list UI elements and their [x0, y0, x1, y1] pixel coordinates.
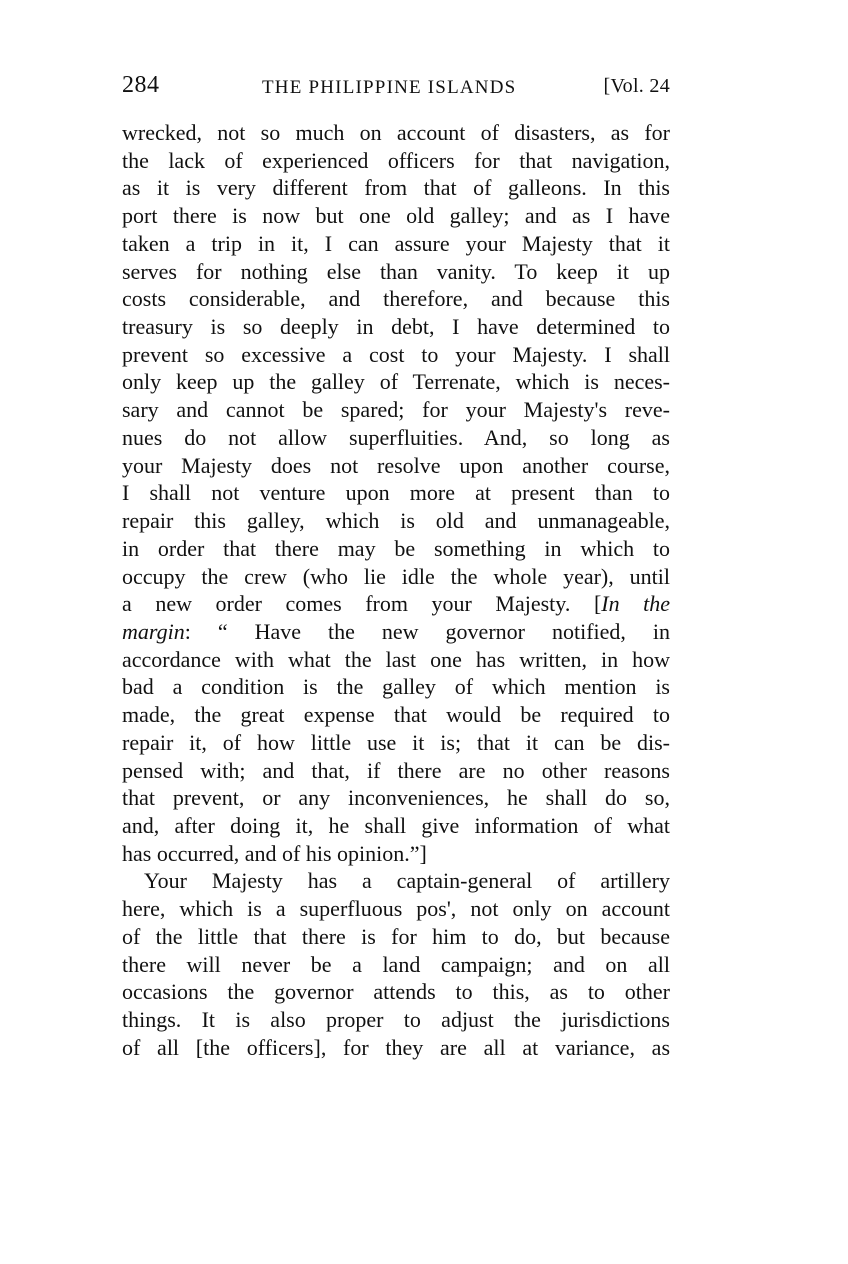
text-segment: “ Have the new governor notified, in	[217, 618, 671, 644]
text-line: repair this galley, which is old and unmanageable,	[122, 508, 670, 534]
text-line: serves for nothing else than vanity. To keep it up	[122, 258, 670, 284]
text-line: nues do not allow superfluities. And, so long as	[122, 424, 670, 450]
text-line: here, which is a superfluous pos', not only on account	[122, 896, 670, 922]
text-line: pensed with; and that, if there are no other reasons	[122, 757, 670, 783]
page-number: 284	[122, 72, 160, 98]
text-line: treasury is so deeply in debt, I have determined to	[122, 314, 670, 340]
text-line: Your Majesty has a captain-general of artillery	[144, 868, 670, 894]
body-text	[122, 119, 670, 1061]
text-line-margin-note	[122, 618, 670, 646]
text-line: bad a condition is the galley of which mention is	[122, 674, 670, 700]
text-line: things. It is also proper to adjust the jurisdictions	[122, 1007, 670, 1032]
text-line: of all [the officers], for they are all at variance, as	[122, 1034, 670, 1060]
text-line: that prevent, or any inconveniences, he shall do so,	[122, 785, 670, 811]
text-line: port there is now but one old galley; and as I have	[122, 203, 670, 229]
text-line: sary and cannot be spared; for your Majesty's reve-	[122, 397, 670, 423]
text-line: your Majesty does not resolve upon another course,	[122, 452, 670, 478]
text-line: wrecked, not so much on account of disasters, as for	[122, 120, 670, 145]
margin-note-open: [	[593, 591, 602, 617]
text-line: has occurred, and of his opinion.”]	[122, 840, 427, 866]
volume-number: [Vol. 24	[603, 75, 670, 97]
text-line: I shall not venture upon more at present than to	[122, 480, 670, 506]
running-head	[122, 72, 670, 102]
text-line: as it is very different from that of galleons. In this	[122, 175, 670, 201]
text-line: occupy the crew (who lie idle the whole year), until	[122, 563, 670, 589]
text-line: and, after doing it, he shall give information of what	[122, 812, 670, 838]
text-line: occasions the governor attends to this, as to other	[122, 979, 670, 1005]
text-line: taken a trip in it, I can assure your Majesty that it	[122, 230, 670, 256]
margin-note-label-2: margin	[122, 618, 185, 644]
running-title: THE PHILIPPINE ISLANDS	[262, 77, 517, 98]
margin-note-label: In the	[601, 591, 671, 617]
text-line-with-margin-label	[122, 590, 670, 618]
margin-note-colon: :	[184, 618, 191, 644]
text-segment: a new order comes from your Majesty.	[122, 591, 571, 617]
text-line: repair it, of how little use it is; that it can be dis-	[122, 729, 670, 755]
text-line: accordance with what the last one has written, in how	[122, 646, 670, 672]
text-line: in order that there may be something in which to	[122, 535, 670, 561]
text-line: made, the great expense that would be required to	[122, 702, 670, 728]
text-line: prevent so excessive a cost to your Majesty. I shall	[122, 341, 670, 367]
text-line: of the little that there is for him to do, but because	[122, 923, 670, 949]
text-line: there will never be a land campaign; and on all	[122, 951, 670, 977]
text-line: only keep up the galley of Terrenate, which is neces-	[122, 369, 670, 395]
text-line: the lack of experienced officers for that navigation,	[122, 147, 670, 173]
text-line: costs considerable, and therefore, and because this	[122, 286, 670, 312]
